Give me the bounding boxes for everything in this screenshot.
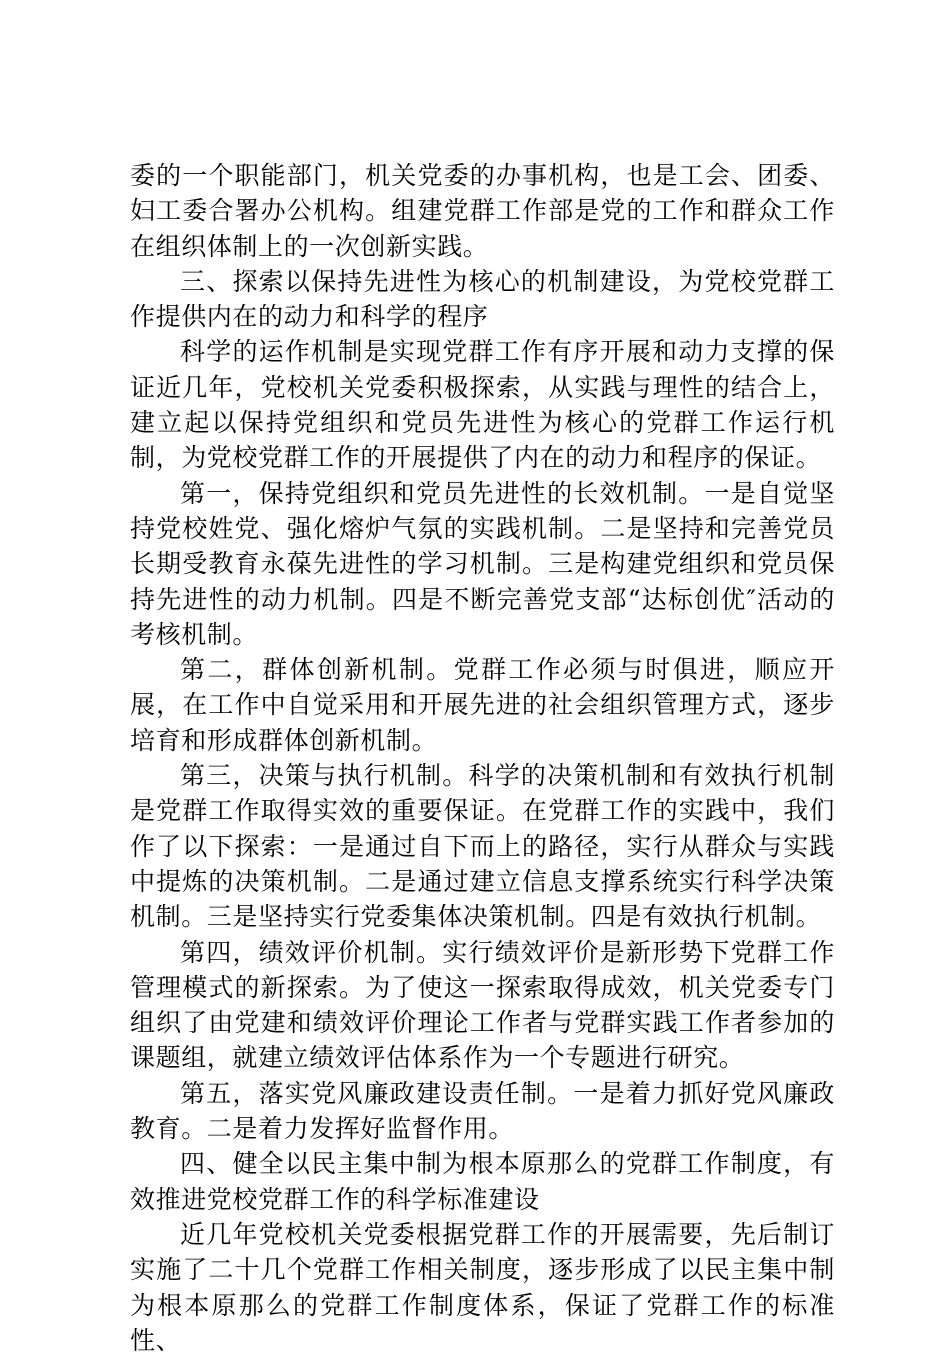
paragraph-third-mechanism: 第三，决策与执行机制。科学的决策机制和有效执行机制是党群工作取得实效的重要保证。在党群工作的实践中，我们作了以下探索：一是通过自下而上的路径，实行从群众与实践中提炼的决策机制。二是通过建立信息支撑系统实行科学决策机制。三是坚持实行党委集体决策机制。四是有效执行机制。 — [130, 761, 835, 932]
paragraph-continuation: 委的一个职能部门，机关党委的办事机构，也是工会、团委、妇工委合署办公机构。组建党群工作部是党的工作和群众工作在组织体制上的一次创新实践。 — [130, 161, 835, 261]
paragraph-second-mechanism: 第二，群体创新机制。党群工作必须与时俱进，顺应开展，在工作中自觉采用和开展先进的社会组织管理方式，逐步培育和形成群体创新机制。 — [130, 655, 835, 755]
section-heading-three: 三、探索以保持先进性为核心的机制建设，为党校党群工作提供内在的动力和科学的程序 — [130, 266, 835, 332]
document-body — [130, 158, 835, 1358]
paragraph-first-mechanism: 第一，保持党组织和党员先进性的长效机制。一是自觉坚持党校姓党、强化熔炉气氛的实践机制。二是坚持和完善党员长期受教育永葆先进性的学习机制。三是构建党组织和党员保持先进性的动力机制。四是不断完善党支部“达标创优″活动的考核机制。 — [130, 478, 835, 649]
paragraph-system-building: 近几年党校机关党委根据党群工作的开展需要，先后制订实施了二十几个党群工作相关制度，逐步形成了以民主集中制为根本原那么的党群工作制度体系，保证了党群工作的标准性、 — [130, 1219, 835, 1355]
section-heading-four: 四、健全以民主集中制为根本原那么的党群工作制度，有效推进党校党群工作的科学标准建设 — [130, 1149, 835, 1214]
paragraph-mechanism-intro: 科学的运作机制是实现党群工作有序开展和动力支撑的保证近几年，党校机关党委积极探索，从实践与理性的结合上，建立起以保持党组织和党员先进性为核心的党群工作运行机制，为党校党群工作的开展提供了内在的动力和程序的保证。 — [130, 337, 835, 473]
paragraph-fifth-mechanism: 第五，落实党风廉政建设责任制。一是着力抓好党风廉政教育。二是着力发挥好监督作用。 — [130, 1078, 835, 1144]
paragraph-fourth-mechanism: 第四，绩效评价机制。实行绩效评价是新形势下党群工作管理模式的新探索。为了使这一探索取得成效，机关党委专门组织了由党建和绩效评价理论工作者与党群实践工作者参加的课题组，就建立绩效评估体系作为一个专题进行研究。 — [130, 937, 835, 1073]
